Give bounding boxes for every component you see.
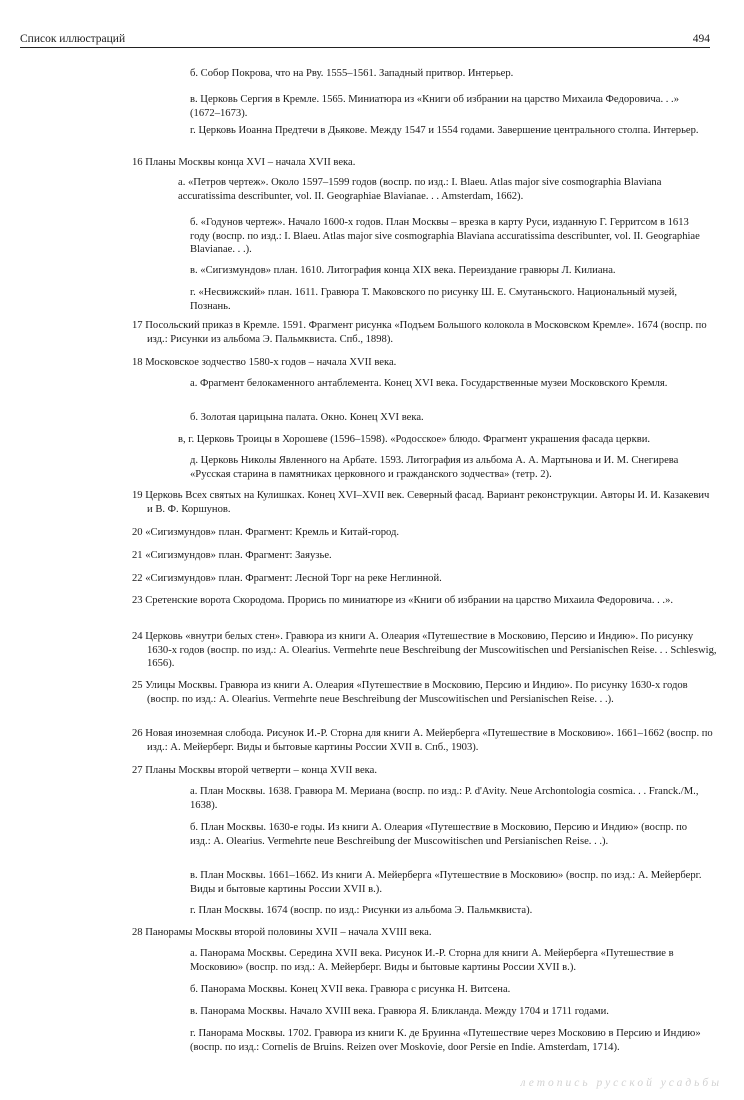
- list-item: 28 Панорамы Москвы второй половины XVII – начала XVIII века.: [132, 927, 432, 938]
- list-item: б. Золотая царицына палата. Окно. Конец XVI века.: [190, 412, 424, 423]
- list-item: г. Панорама Москвы. 1702. Гравюра из книги К. де Бруинна «Путешествие через Московию в Персию и Индию» (воспр. по изд.: Cornelis de Bruins. Reizen over Moskovie, door Persie en Indie. Amsterdam, 1714).: [190, 1028, 701, 1053]
- list-item: г. «Несвижский» план. 1611. Гравюра Т. Маковского по рисунку Ш. Е. Смутаньского. Национальный музей, Познань.: [190, 287, 678, 312]
- list-item: 20 «Сигизмундов» план. Фрагмент: Кремль и Китай-город.: [132, 527, 400, 538]
- list-item: г. Церковь Иоанна Предтечи в Дьякове. Между 1547 и 1554 годами. Завершение центрального столпа. Интерьер.: [190, 125, 699, 136]
- list-item: 17 Посольский приказ в Кремле. 1591. Фрагмент рисунка «Подъем Большого колокола в Московском Кремле». 1674 (воспр. по изд.: Рисунки из альбома Э. Пальмквиста. Спб., 1898).: [132, 320, 707, 345]
- list-item: 24 Церковь «внутри белых стен». Гравюра из книги А. Олеария «Путешествие в Московию, Персию и Индию». По рисунку 1630-х годов (воспр. по изд.: A. Olearius. Vermehrte neue Beschreibung der Muscowitischen und Persianischen Reise. . . Schleswig, 1656).: [132, 631, 717, 670]
- list-item: г. План Москвы. 1674 (воспр. по изд.: Рисунки из альбома Э. Пальмквиста).: [190, 905, 533, 916]
- list-item: б. План Москвы. 1630-е годы. Из книги А. Олеария «Путешествие в Московию, Персию и Индию» (воспр. по изд.: A. Olearius. Vermehrte neue Beschreibung der Muscowitischen und Persianischen Reise. . .).: [190, 822, 688, 847]
- list-item: в. Панорама Москвы. Начало XVIII века. Гравюра Я. Бликланда. Между 1704 и 1711 годами.: [190, 1006, 609, 1017]
- list-item: б. Панорама Москвы. Конец XVII века. Гравюра с рисунка Н. Витсена.: [190, 984, 511, 995]
- page-number: 494: [692, 33, 710, 45]
- list-item: 16 Планы Москвы конца XVI – начала XVII века.: [132, 157, 356, 168]
- list-item: 18 Московское зодчество 1580-х годов – начала XVII века.: [132, 357, 397, 368]
- list-item: 23 Сретенские ворота Скородома. Прорись по миниатюре из «Книги об избрании на царство Михаила Федоровича. . .».: [132, 595, 674, 606]
- list-item: б. Собор Покрова, что на Рву. 1555–1561. Западный притвор. Интерьер.: [190, 68, 514, 79]
- list-item: а. Панорама Москвы. Середина XVII века. Рисунок И.-Р. Сторна для книги А. Мейерберга «Путешествие в Московию» (воспр. по изд.: А. Мейерберг. Виды и бытовые картины России XVII в.).: [190, 948, 674, 973]
- list-item: в. «Сигизмундов» план. 1610. Литография конца XIX века. Переиздание гравюры Л. Килиана.: [190, 265, 616, 276]
- list-item: 26 Новая иноземная слобода. Рисунок И.-Р. Сторна для книги А. Мейерберга «Путешествие в Московию». 1661–1662 (воспр. по изд.: А. Мейерберг. Виды и бытовые картины России XVII в. Спб., 1903).: [132, 728, 713, 753]
- list-item: а. «Петров чертеж». Около 1597–1599 годов (воспр. по изд.: I. Blaeu. Atlas major sive cosmographia Blaviana accuratissima describunter, vol. II. Geographiae Blavianae. . . Amsterdam, 1662).: [178, 177, 662, 202]
- list-item: 25 Улицы Москвы. Гравюра из книги А. Олеария «Путешествие в Московию, Персию и Индию». По рисунку 1630-х годов (воспр. по изд.: A. Olearius. Vermehrte neue Beschreibung der Muscowitischen und Persianischen Reise. . .).: [132, 680, 688, 705]
- list-item: в, г. Церковь Троицы в Хорошеве (1596–1598). «Родосское» блюдо. Фрагмент украшения фасада церкви.: [178, 434, 651, 445]
- list-item: б. «Годунов чертеж». Начало 1600-х годов. План Москвы – врезка в карту Руси, изданную Г. Герритсом в 1613 году (воспр. по изд.: I. Blaeu. Atlas major sive cosmographia Blaviana accuratissima describunter, vol. II. Geographiae Blavianae. . .).: [190, 217, 700, 256]
- list-item: в. Церковь Сергия в Кремле. 1565. Миниатюра из «Книги об избрании на царство Михаила Федоровича. . .» (1672–1673).: [190, 94, 680, 119]
- list-item: а. План Москвы. 1638. Гравюра М. Мериана (воспр. по изд.: P. d'Avity. Neue Archontologia cosmica. . . Franck./M., 1638).: [190, 786, 699, 811]
- list-item: 22 «Сигизмундов» план. Фрагмент: Лесной Торг на реке Неглинной.: [132, 573, 442, 584]
- list-item: 21 «Сигизмундов» план. Фрагмент: Заяузье.: [132, 550, 332, 561]
- list-item: а. Фрагмент белокаменного антаблемента. Конец XVI века. Государственные музеи Московского Кремля.: [190, 378, 668, 389]
- list-item: в. План Москвы. 1661–1662. Из книги А. Мейерберга «Путешествие в Московию» (воспр. по изд.: А. Мейерберг. Виды и бытовые картины России XVII в.).: [190, 870, 702, 895]
- watermark: летопись русской усадьбы: [520, 1077, 722, 1089]
- list-item: 27 Планы Москвы второй четверти – конца XVII века.: [132, 765, 378, 776]
- running-title: Список иллюстраций: [20, 33, 126, 45]
- list-item: д. Церковь Николы Явленного на Арбате. 1593. Литография из альбома А. А. Мартынова и И. М. Снегирева «Русская старина в памятниках церковного и гражданского зодчества» (тетр. 2).: [190, 455, 679, 480]
- list-item: 19 Церковь Всех святых на Кулишках. Конец XVI–XVII век. Северный фасад. Вариант реконструкции. Авторы И. И. Казакевич и В. Ф. Коршунов.: [132, 490, 710, 515]
